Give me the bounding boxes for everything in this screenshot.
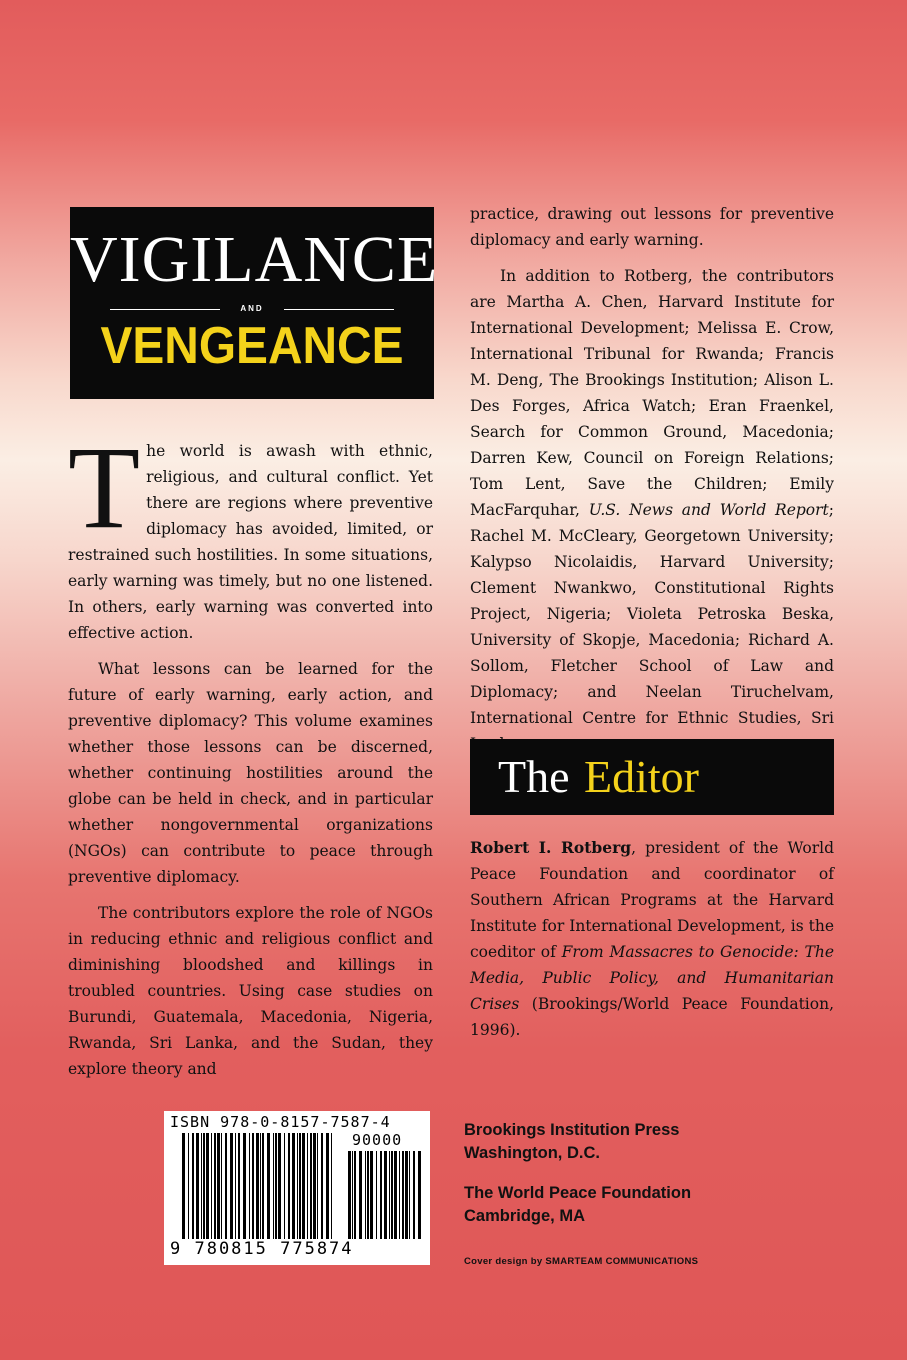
publisher-world-peace-foundation: The World Peace Foundation Cambridge, MA <box>464 1184 692 1225</box>
title-vigilance: VIGILANCE <box>70 223 439 296</box>
cover-design-credit: Cover design by SMARTEAM COMMUNICATIONS <box>464 1256 699 1267</box>
description-paragraph-2: What lessons can be learned for the future of early warning, early action, and preventive diplomacy? This volume examines whether those lessons can be discerned, whether continuing hostilities around the globe can be held in check, and in particular whether nongovernmental organizations (NGOs) can contribute to peace through preventive diplomacy. <box>68 660 433 886</box>
editor-heading <box>470 739 834 815</box>
contributors-paragraph: In addition to Rotberg, the contributors are Martha A. Chen, Harvard Institute for International Development; Melissa E. Crow, International Tribunal for Rwanda; Francis M. Deng, The Brookings Institution; Alison L. Des Forges, Africa Watch; Eran Fraenkel, Search for Common Ground, Macedonia; Darren Kew, Council on Foreign Relations; Tom Lent, Save the Children; Emily MacFarquhar, U.S. News and World Report; Rachel M. McCleary, Georgetown University; Kalypso Nicolaidis, Harvard University; Clement Nwankwo, Constitutional Rights Project, Nigeria; Violeta Petroska Beska, University of Skopje, Macedonia; Richard A. Sollom, Fletcher School of Law and Diplomacy; and Neelan Tiruchelvam, International Centre for Ethnic Studies, Sri <box>470 267 834 727</box>
drop-cap: T <box>68 422 141 553</box>
title-vengeance: VENGEANCE <box>100 317 404 375</box>
contributors-column <box>470 201 834 767</box>
isbn-number: ISBN 978-0-8157-7587-4 <box>170 1113 391 1131</box>
editor-heading-the: The <box>498 751 570 802</box>
description-continued: practice, drawing out lessons for preventive diplomacy and early warning. <box>470 205 834 249</box>
editor-name: Robert I. Rotberg <box>470 838 632 857</box>
title-and: AND <box>110 301 394 317</box>
barcode-addon-number: 90000 <box>352 1131 403 1149</box>
description-column <box>68 422 433 1092</box>
description-paragraph-1: The world is awash with ethnic, religious, and cultural conflict. Yet there are regions where preventive diplomacy has avoided, limited, or restrained such hostilities. In some situations, early warning was timely, but no one listened. In others, early warning was converted into effective action. <box>68 422 433 642</box>
editor-book-title: From Massacres to Genocide: The Media, Public Policy, and Humanitarian Crises <box>470 943 834 1013</box>
editor-heading-editor: Editor <box>584 751 699 802</box>
editor-bio: Robert I. Rotberg, president of the World Peace Foundation and coordinator of Southern African Programs at the Harvard Institute for International Development, is the coeditor of From Massacres to Genocide: The Media, Public Policy, and Humanitarian Crises (Brookings/World Peace Foundation, 1996). <box>470 838 834 1039</box>
barcode-digits: 9 780815 775874 <box>170 1239 354 1259</box>
description-paragraph-3: The contributors explore the role of NGOs in reducing ethnic and religious conflict and diminishing bloodshed and killings in troubled countries. Using case studies on Burundi, Guatemala, Macedonia, Nigeria, Rwanda, Sri Lanka, and the Sudan, they explore theory and <box>68 904 433 1078</box>
isbn-barcode <box>164 1111 430 1265</box>
title-block <box>70 207 439 399</box>
publisher-brookings: Brookings Institution Press Washington, D.C. <box>464 1121 680 1162</box>
